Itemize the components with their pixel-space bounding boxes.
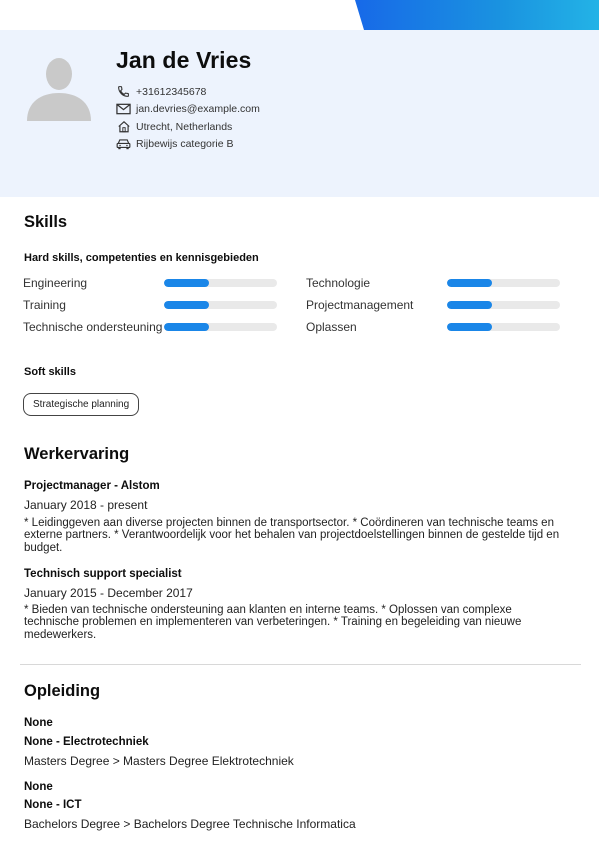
education-program: None - ICT [24, 799, 82, 811]
user-silhouette-icon [27, 54, 91, 121]
skill-item [306, 298, 560, 312]
soft-skills-title: Soft skills [24, 366, 76, 378]
phone-text[interactable]: +31612345678 [136, 85, 207, 98]
job-description: * Bieden van technische ondersteuning aan klanten en interne teams. * Oplossen van complexe technische problemen en implementeren van verbeteringen. * Training en begeleiding van nieuwe medewerkers. [24, 604, 522, 641]
skill-level-fill [447, 301, 492, 309]
skill-level-fill [164, 279, 209, 287]
contact-list [116, 83, 260, 153]
soft-skill-chip: Strategische planning [23, 393, 139, 416]
job-title: Technisch support specialist [24, 568, 182, 580]
skill-item [23, 320, 277, 334]
skill-item [23, 298, 277, 312]
education-institution: None [24, 717, 53, 729]
skill-level-bar [164, 301, 277, 309]
phone-icon [116, 85, 131, 98]
contact-email [116, 101, 260, 119]
skill-level-bar [447, 323, 560, 331]
skill-level-bar [447, 301, 560, 309]
education-institution: None [24, 781, 53, 793]
skill-level-bar [164, 279, 277, 287]
contact-location [116, 118, 260, 136]
job-description: * Leidinggeven aan diverse projecten binnen de transportsector. * Coördineren van technische teams en externe partners. * Verantwoordelijk voor het behalen van projectdoelstellingen binnen de gestelde tijd en budget. [24, 517, 560, 554]
hard-skills-title: Hard skills, competenties en kennisgebieden [24, 252, 259, 264]
skill-label: Projectmanagement [306, 298, 414, 312]
skill-label: Oplassen [306, 320, 357, 334]
contact-license [116, 136, 260, 154]
skill-level-fill [447, 323, 492, 331]
education-program: None - Electrotechniek [24, 736, 149, 748]
top-accent-strip [0, 0, 599, 30]
avatar [27, 54, 91, 121]
skill-label: Training [23, 298, 66, 312]
email-text[interactable]: jan.devries@example.com [136, 103, 260, 116]
section-divider [20, 664, 581, 665]
accent-banner [355, 0, 599, 30]
license-text: Rijbewijs categorie B [136, 138, 234, 151]
skill-level-fill [164, 301, 209, 309]
location-text: Utrecht, Netherlands [136, 120, 233, 133]
skill-label: Engineering [23, 276, 88, 290]
home-icon [116, 120, 131, 133]
skill-label: Technische ondersteuning [23, 320, 163, 334]
skill-item [306, 320, 560, 334]
education-degree: Masters Degree > Masters Degree Elektrotechniek [24, 754, 294, 768]
job-title: Projectmanager - Alstom [24, 480, 160, 492]
car-icon [116, 138, 131, 151]
skill-level-bar [164, 323, 277, 331]
mail-icon [116, 103, 131, 116]
skills-title: Skills [24, 213, 68, 231]
education-title: Opleiding [24, 682, 101, 700]
skill-level-bar [447, 279, 560, 287]
education-degree: Bachelors Degree > Bachelors Degree Technische Informatica [24, 817, 356, 831]
skill-item [23, 276, 277, 290]
profile-header [0, 30, 599, 197]
job-dates: January 2018 - present [24, 498, 148, 512]
skill-item [306, 276, 560, 290]
skill-label: Technologie [306, 276, 371, 290]
experience-title: Werkervaring [24, 445, 130, 463]
job-dates: January 2015 - December 2017 [24, 586, 193, 600]
contact-phone [116, 83, 260, 101]
skill-level-fill [447, 279, 492, 287]
skill-level-fill [164, 323, 209, 331]
candidate-name: Jan de Vries [116, 47, 252, 73]
